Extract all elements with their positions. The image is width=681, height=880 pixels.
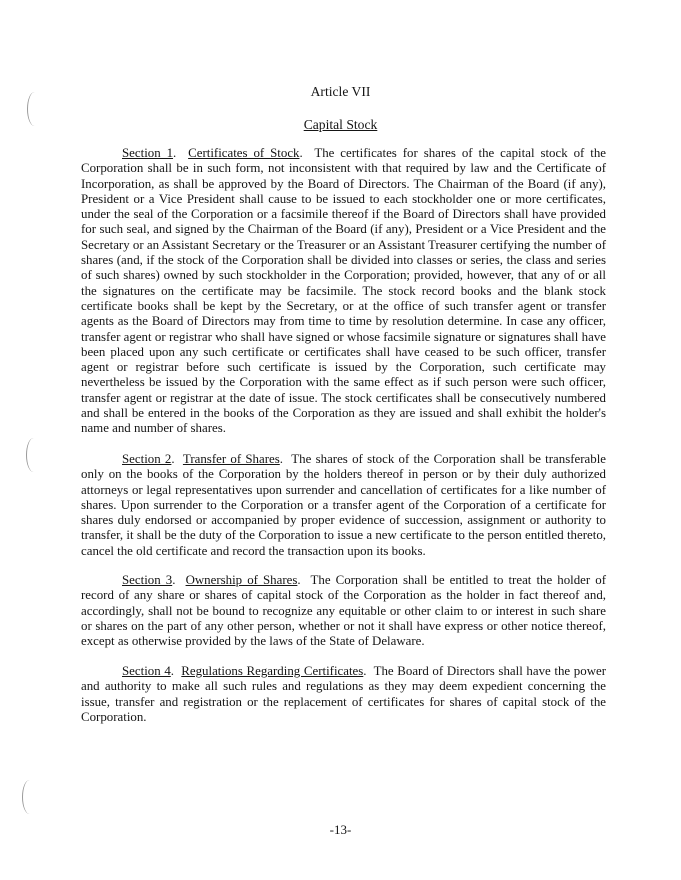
section-number: Section 3 (122, 573, 173, 587)
article-title-text: Capital Stock (303, 117, 378, 132)
page-number: -13- (329, 822, 352, 837)
punch-hole-mark (22, 780, 37, 814)
section-number: Section 4 (122, 664, 171, 678)
article-title (0, 117, 681, 133)
section-paragraph: Section 3. Ownership of Shares. The Corporation shall be entitled to treat the holder of record of any share or shares of capital stock of the Corporation as the holder in fact thereof and, accordingly, shall not be bound to recognize any equitable or other claim to or interest in such share or shares on the part of any other person, whether or not it shall have express or other notice thereof, except as otherwise provided by the laws of the State of Delaware. (81, 573, 606, 649)
section-title: Ownership of Shares (185, 573, 298, 587)
section-paragraph: Section 2. Transfer of Shares. The shares of stock of the Corporation shall be transferable only on the books of the Corporation by the holders thereof in person or by their duly authorized attorneys or legal representatives upon surrender and cancellation of certificates for a like number of shares. Upon surrender to the Corporation or a transfer agent of the Corporation of a certificate for shares duly endorsed or accompanied by proper evidence of succession, assignment or authority to transfer, it shall be the duty of the Corporation to issue a new certificate to the person entitled thereto, cancel the old certificate and record the transaction upon its books. (81, 452, 607, 558)
section-text: The Corporation shall be entitled to treat the holder of record of any share or shares of capital stock of the Corporation as the holder in fact thereof and, accordingly, shall not be bound to recognize any equitable or other claim to or interest in such share or shares on the part of any other person, whether or not it shall have express or other notice thereof, except as otherwise provided by the laws of the State of Delaware. (81, 573, 606, 649)
section-title: Regulations Regarding Certificates (181, 664, 364, 678)
punch-hole-mark (26, 438, 41, 472)
section-title: Certificates of Stock (188, 146, 300, 160)
section-text: The Board of Directors shall have the power and authority to make all such rules and regulations as they may deem expedient concerning the issue, transfer and registration or the replacement of certificates for shares of capital stock of the Corporation. (81, 664, 607, 724)
section-number: Section 2 (122, 452, 172, 466)
section-text: The certificates for shares of the capital stock of the Corporation shall be in such form, not inconsistent with that required by law and the Certificate of Incorporation, as shall be approved by the Board of Directors. The Chairman of the Board (if any), President or a Vice President shall cause to be issued to each stockholder one or more certificates, under the seal of the Corporation or a facsimile thereof if the Board of Directors shall have provided for such seal, and signed by the Chairman of the Board (if any), President or a Vice President and the Secretary or an Assistant Secretary or the Treasurer or an Assistant Treasurer certifying the number of shares (and, if the stock of the Corporation shall be divided into classes or series, the class and series of such shares) owned by such stockholder in the Corporation; provided, however, that any of or all the signatures on the certificate may be facsimile. The stock record books and the blank stock certificate books shall be kept by the Secretary, or at the office of such transfer agent or transfer agents as the Board of Directors may from time to time by resolution determine. In case any officer, transfer agent or registrar who shall have signed or whose facsimile signature or signatures shall have been placed upon any such certificate or certificates shall have ceased to be such officer, transfer agent or registrar before such certificate is issued by the Corporation, such certificate may nevertheless be issued by the Corporation with the same effect as if such person were such officer, transfer agent or registrar at the date of issue. The stock certificates shall be consecutively numbered and shall be entered in the books of the Corporation as they are issued and shall exhibit the holder's name and number of shares. (81, 146, 606, 436)
section-paragraph: Section 4. Regulations Regarding Certificates. The Board of Directors shall have the power and authority to make all such rules and regulations as they may deem expedient concerning the issue, transfer and registration or the replacement of certificates for shares of capital stock of the Corporation. (81, 664, 607, 724)
article-heading: Article VII (310, 84, 371, 99)
section-text: The shares of stock of the Corporation shall be transferable only on the books of the Corporation by the holders thereof in person or by their duly authorized attorneys or legal representatives upon surrender and cancellation of certificates for a like number of shares. Upon surrender to the Corporation or a transfer agent of the Corporation of a certificate for shares duly endorsed or accompanied by proper evidence of succession, assignment or authority to transfer, it shall be the duty of the Corporation to issue a new certificate to the person entitled thereto, cancel the old certificate and record the transaction upon its books. (81, 452, 607, 558)
section-number: Section 1 (122, 146, 174, 160)
section-title: Transfer of Shares (182, 452, 280, 466)
section-paragraph: Section 1. Certificates of Stock. The certificates for shares of the capital stock of the Corporation shall be in such form, not inconsistent with that required by law and the Certificate of Incorporation, as shall be approved by the Board of Directors. The Chairman of the Board (if any), President or a Vice President shall cause to be issued to each stockholder one or more certificates, under the seal of the Corporation or a facsimile thereof if the Board of Directors shall have provided for such seal, and signed by the Chairman of the Board (if any), President or a Vice President and the Secretary or an Assistant Secretary or the Treasurer or an Assistant Treasurer certifying the number of shares (and, if the stock of the Corporation shall be divided into classes or series, the class and series of such shares) owned by such stockholder in the Corporation; provided, however, that any of or all the signatures on the certificate may be facsimile. The stock record books and the blank stock certificate books shall be kept by the Secretary, or at the office of such transfer agent or transfer agents as the Board of Directors may from time to time by resolution determine. In case any officer, transfer agent or registrar who shall have signed or whose facsimile signature or signatures shall have been placed upon any such certificate or certificates shall have ceased to be such officer, transfer agent or registrar before such certificate is issued by the Corporation, such certificate may nevertheless be issued by the Corporation with the same effect as if such person were such officer, transfer agent or registrar at the date of issue. The stock certificates shall be consecutively numbered and shall be entered in the books of the Corporation as they are issued and shall exhibit the holder's name and number of shares. (81, 146, 606, 436)
